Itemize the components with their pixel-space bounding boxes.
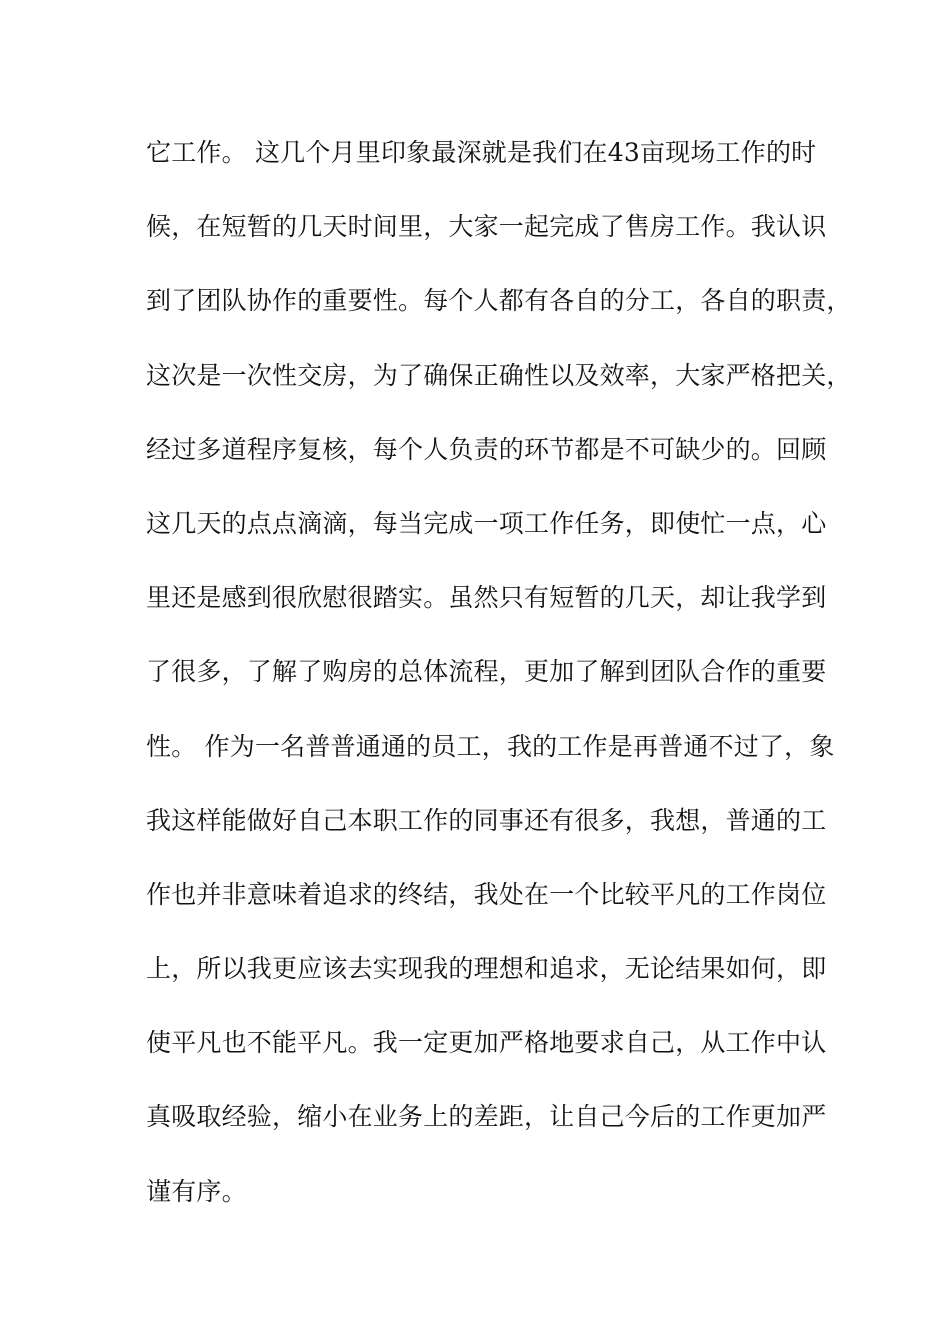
text-line-8: 了很多，了解了购房的总体流程，更加了解到团队合作的重要 xyxy=(146,657,827,687)
body-text xyxy=(146,128,852,1241)
text-line-2: 候，在短暂的几天时间里，大家一起完成了售房工作。我认识 xyxy=(146,212,827,242)
text-line-7: 里还是感到很欣慰很踏实。虽然只有短暂的几天，却让我学到 xyxy=(146,583,827,613)
text-line-13: 使平凡也不能平凡。我一定更加严格地要求自己，从工作中认 xyxy=(146,1028,827,1058)
text-line-3: 到了团队协作的重要性。每个人都有各自的分工，各自的职责， xyxy=(146,286,852,316)
text-line-15: 谨有序。 xyxy=(146,1176,247,1206)
text-line-5: 经过多道程序复核，每个人负责的环节都是不可缺少的。回顾 xyxy=(146,434,827,464)
text-line-12: 上，所以我更应该去实现我的理想和追求，无论结果如何，即 xyxy=(146,954,827,984)
text-line-14: 真吸取经验，缩小在业务上的差距，让自己今后的工作更加严 xyxy=(146,1102,827,1132)
text-line-11: 作也并非意味着追求的终结，我处在一个比较平凡的工作岗位 xyxy=(146,879,827,909)
text-line-4: 这次是一次性交房，为了确保正确性以及效率，大家严格把关， xyxy=(146,360,852,390)
text-line-9: 性。 作为一名普普通通的员工，我的工作是再普通不过了，象 xyxy=(146,731,835,761)
text-line-10: 我这样能做好自己本职工作的同事还有很多，我想，普通的工 xyxy=(146,805,827,835)
text-line-6: 这几天的点点滴滴，每当完成一项工作任务，即使忙一点，心 xyxy=(146,508,827,538)
text-line-1: 它工作。 这几个月里印象最深就是我们在43亩现场工作的时 xyxy=(146,138,817,167)
